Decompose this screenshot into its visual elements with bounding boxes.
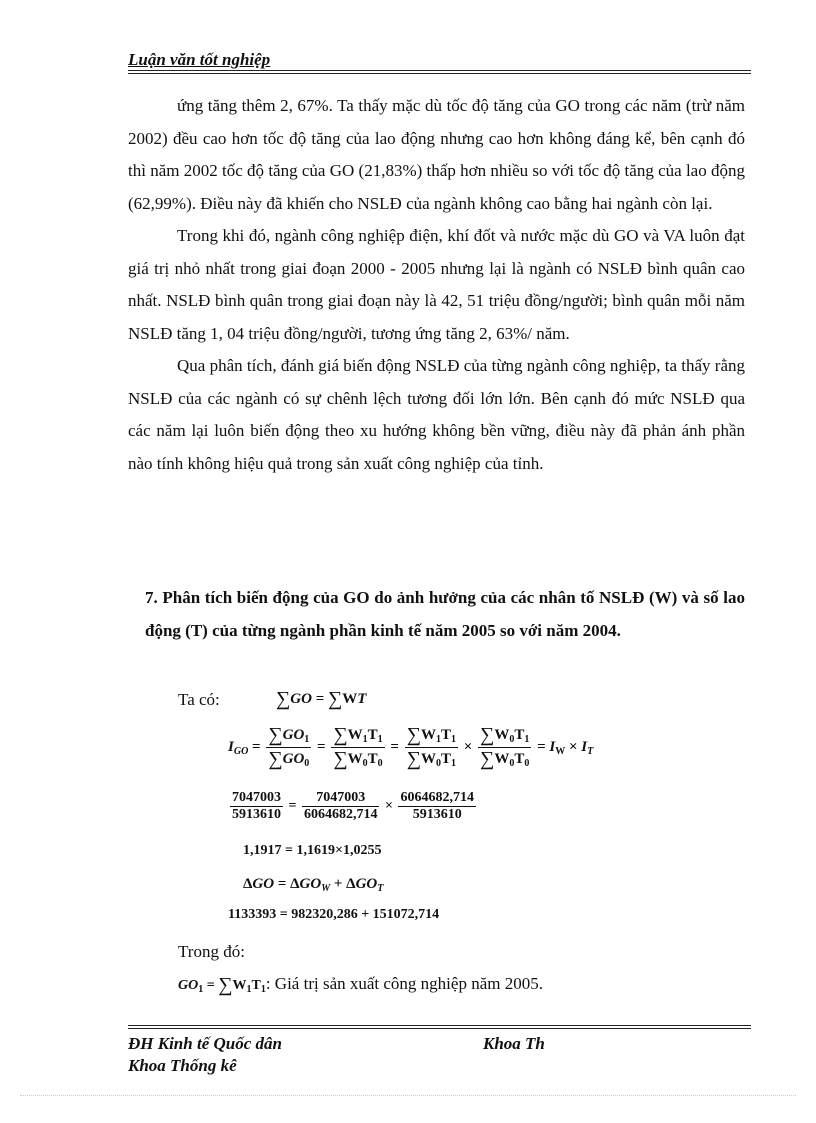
go1-value-2: 7047003	[302, 790, 380, 807]
paragraph-2: Trong khi đó, ngành công nghiệp điện, khí đốt và nước mặc dù GO và VA luôn đạt giá trị nhỏ nhất trong giai đoạn 2000 - 2005 nhưng lại là ngành có NSLĐ bình quân cao nhất. NSLĐ bình quân trong giai đoạn này là 42, 51 triệu đồng/người; bình quân mỗi năm NSLĐ tăng 1, 04 triệu đồng/người, tương ứng tăng 2, 63%/ năm.	[128, 226, 745, 343]
page-bottom-border	[20, 1095, 796, 1096]
footer-rule-top	[128, 1025, 751, 1026]
mid-value: 6064682,714	[303, 807, 378, 822]
definition-line	[178, 974, 543, 997]
definition-text: : Giá trị sản xuất công nghiệp năm 2005.	[265, 974, 543, 993]
ta-co-label: Ta có:	[178, 690, 220, 709]
trong-do-label: Trong đó:	[178, 942, 245, 961]
go1-symbol: $GO_1 = \sum W_1T_1$	[178, 974, 266, 996]
page-header-title: Luận văn tốt nghiệp	[128, 50, 271, 69]
body-text	[128, 90, 745, 480]
go0-value: 5913610	[232, 807, 281, 822]
formula-index-values: 1,1917 = 1,1619×1,0255	[243, 843, 382, 858]
formula-numeric-fractions: $\frac{7047003}{5913610}$ = $\frac{7047003}{6064682,714}$ × $\frac{6064682,714}{5913610}$	[232, 790, 474, 822]
formula-go-sum: ∑GO = ∑WT	[276, 688, 367, 710]
footer-rule-bottom	[128, 1028, 751, 1029]
go1-value: 7047003	[232, 790, 281, 805]
header-rule-bottom	[128, 73, 751, 74]
section-heading: 7. Phân tích biến động của GO do ảnh hưởng của các nhân tố NSLĐ (W) và số lao động (T) của từng ngành phần kinh tế năm 2005 so với năm 2004.	[145, 588, 745, 640]
paragraph-3: Qua phân tích, đánh giá biến động NSLĐ của từng ngành công nghiệp, ta thấy rằng NSLĐ của các ngành có sự chênh lệch tương đối lớn lớn. Bên cạnh đó mức NSLĐ qua các năm lại luôn biến động theo xu hướng không bền vững, điều này đã phản ánh phần nào tính không hiệu quả trong sản xuất công nghiệp của tỉnh.	[128, 356, 745, 473]
formula-delta-values: 1133393 = 982320,286 + 151072,714	[228, 907, 440, 922]
go0-value-2: 5913610	[412, 807, 462, 822]
mid-value-2: 6064682,714	[400, 790, 474, 805]
footer-right: Khoa Th	[483, 1034, 545, 1053]
header-rule-top	[128, 70, 751, 71]
footer-department: Khoa Thống kê	[128, 1056, 237, 1075]
formula-delta-go: $\Delta GO = \Delta GO_W + \Delta GO_T$	[243, 876, 384, 894]
footer-university: ĐH Kinh tế Quốc dân	[128, 1034, 282, 1053]
formula-index: $I_{GO}$ = $\frac{\sum GO_1}{\sum GO_0}$ = $\frac{\sum W_1T_1}{\sum W_0T_0}$ = $\frac{\sum W_1T_1}{\sum W_0T_1}$ × $\frac{\sum W_0T_1}{\sum W_0T_0}$ = $I_W \times I_T$	[228, 724, 594, 770]
paragraph-1: ứng tăng thêm 2, 67%. Ta thấy mặc dù tốc độ tăng của GO trong các năm (trừ năm 2002) đều cao hơn tốc độ tăng của lao động nhưng cao hơn không đáng kể, bên cạnh đó thì năm 2002 tốc độ tăng của GO (21,83%) thấp hơn nhiều so với tốc độ tăng của lao động (62,99%). Điều này đã khiến cho NSLĐ của ngành không cao bằng hai ngành còn lại.	[128, 96, 745, 213]
